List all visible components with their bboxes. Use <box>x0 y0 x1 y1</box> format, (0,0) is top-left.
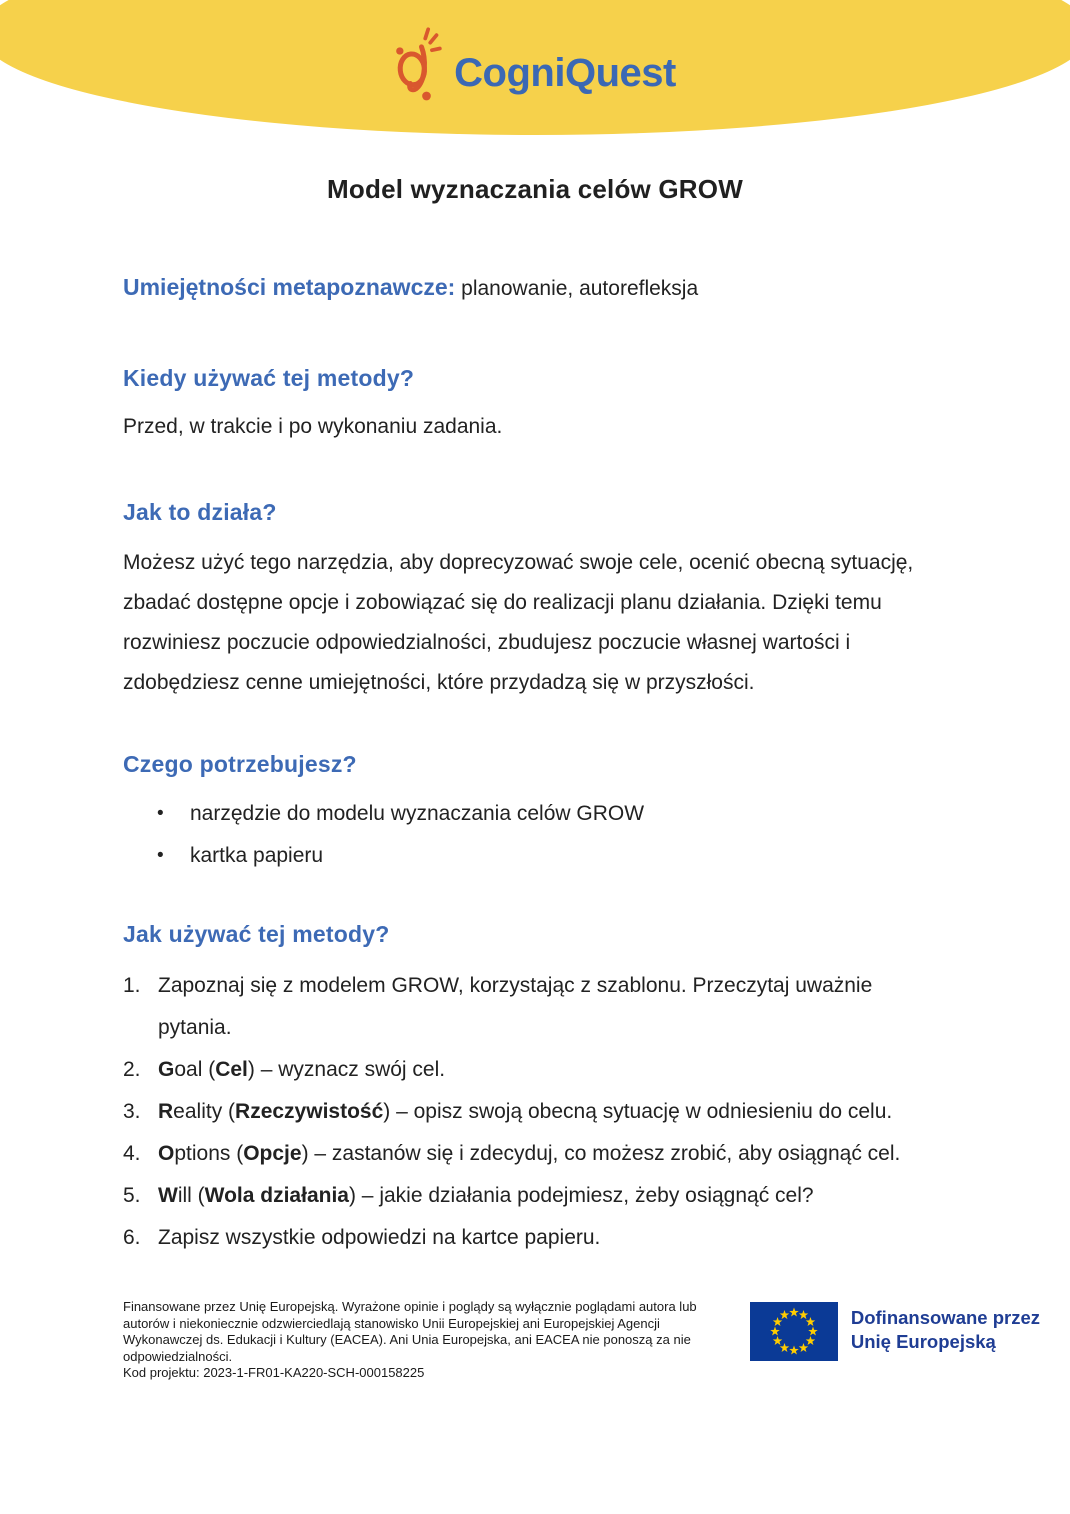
list-item <box>123 1217 950 1259</box>
list-item-text: narzędzie do modelu wyznaczania celów GROW <box>190 802 645 825</box>
list-item <box>123 1175 950 1217</box>
project-code: Kod projektu: 2023-1-FR01-KA220-SCH-000158225 <box>123 1365 425 1380</box>
list-number: 6. <box>123 1226 141 1249</box>
eu-funding-label <box>851 1302 1040 1354</box>
cogniquest-logo-icon <box>394 22 444 110</box>
document-content <box>0 271 1070 1259</box>
list-item-text: Goal (Cel) – wyznacz swój cel. <box>158 1058 446 1081</box>
section-heading-how-to-use: Jak używać tej metody? <box>123 921 390 947</box>
list-item-text: kartka papieru <box>190 844 324 867</box>
list-item <box>157 793 950 835</box>
eu-funding-badge <box>750 1299 1040 1361</box>
list-item-text: Zapoznaj się z modelem GROW, korzystając z szablonu. Przeczytaj uważnie pytania. <box>158 974 873 1039</box>
funding-disclaimer-block <box>123 1299 715 1382</box>
list-number: 2. <box>123 1058 141 1081</box>
header-banner <box>0 0 1070 136</box>
eu-funding-label-line1: Dofinansowane przez <box>850 1307 1040 1328</box>
how-it-works-text: Możesz użyć tego narzędzia, aby doprecyzować swoje cele, ocenić obecną sytuację, zbadać dostępne opcje i zobowiązać się do realizacji planu działania. Dzięki temu rozwiniesz poczucie odpowiedzialności, zbudujesz poczucie własnej wartości i zdobędziesz cenne umiejętności, które przydadzą się w przyszłości. <box>123 551 914 694</box>
list-number: 1. <box>123 974 141 997</box>
bullet-icon: • <box>157 803 164 824</box>
funding-disclaimer: Finansowane przez Unię Europejską. Wyrażone opinie i poglądy są wyłącznie poglądami autora lub autorów i niekoniecznie odzwierciedlają stanowisko Unii Europejskiej ani Europejskiej Agencji Wykonawczej ds. Edukacji i Kultury (EACEA). Ani Unia Europejska, ani EACEA nie ponoszą za nie odpowiedzialności. <box>123 1299 697 1364</box>
cogniquest-logo <box>0 22 1070 110</box>
skills-value: planowanie, autorefleksja <box>461 277 699 300</box>
section-heading-how-it-works: Jak to działa? <box>123 499 277 525</box>
page-title: Model wyznaczania celów GROW <box>327 174 743 204</box>
list-item-text: Options (Opcje) – zastanów się i zdecyduj, co możesz zrobić, aby osiągnąć cel. <box>158 1142 901 1165</box>
list-item <box>123 1091 950 1133</box>
eu-flag-icon <box>750 1302 838 1361</box>
section-heading-what-you-need: Czego potrzebujesz? <box>123 751 357 777</box>
list-item-text: Will (Wola działania) – jakie działania podejmiesz, żeby osiągnąć cel? <box>158 1184 814 1207</box>
section-heading-when-to-use: Kiedy używać tej metody? <box>123 365 415 391</box>
metacognitive-skills-line <box>123 271 950 305</box>
cogniquest-wordmark: CogniQuest <box>454 51 676 95</box>
list-item <box>123 1133 950 1175</box>
list-item <box>123 965 950 1049</box>
list-number: 3. <box>123 1100 141 1123</box>
page-footer <box>0 1299 1070 1382</box>
when-to-use-text: Przed, w trakcie i po wykonaniu zadania. <box>123 415 503 438</box>
list-number: 5. <box>123 1184 141 1207</box>
list-item <box>157 835 950 877</box>
list-item <box>123 1049 950 1091</box>
bullet-icon: • <box>157 845 164 866</box>
list-item-text: Reality (Rzeczywistość) – opisz swoją obecną sytuację w odniesieniu do celu. <box>158 1100 893 1123</box>
list-item-text: Zapisz wszystkie odpowiedzi na kartce papieru. <box>158 1226 601 1249</box>
eu-funding-label-line2: Unię Europejską <box>850 1331 996 1352</box>
skills-label: Umiejętności metapoznawcze: <box>123 274 456 300</box>
usage-steps-list <box>123 965 950 1259</box>
needs-list <box>123 793 950 877</box>
list-number: 4. <box>123 1142 141 1165</box>
